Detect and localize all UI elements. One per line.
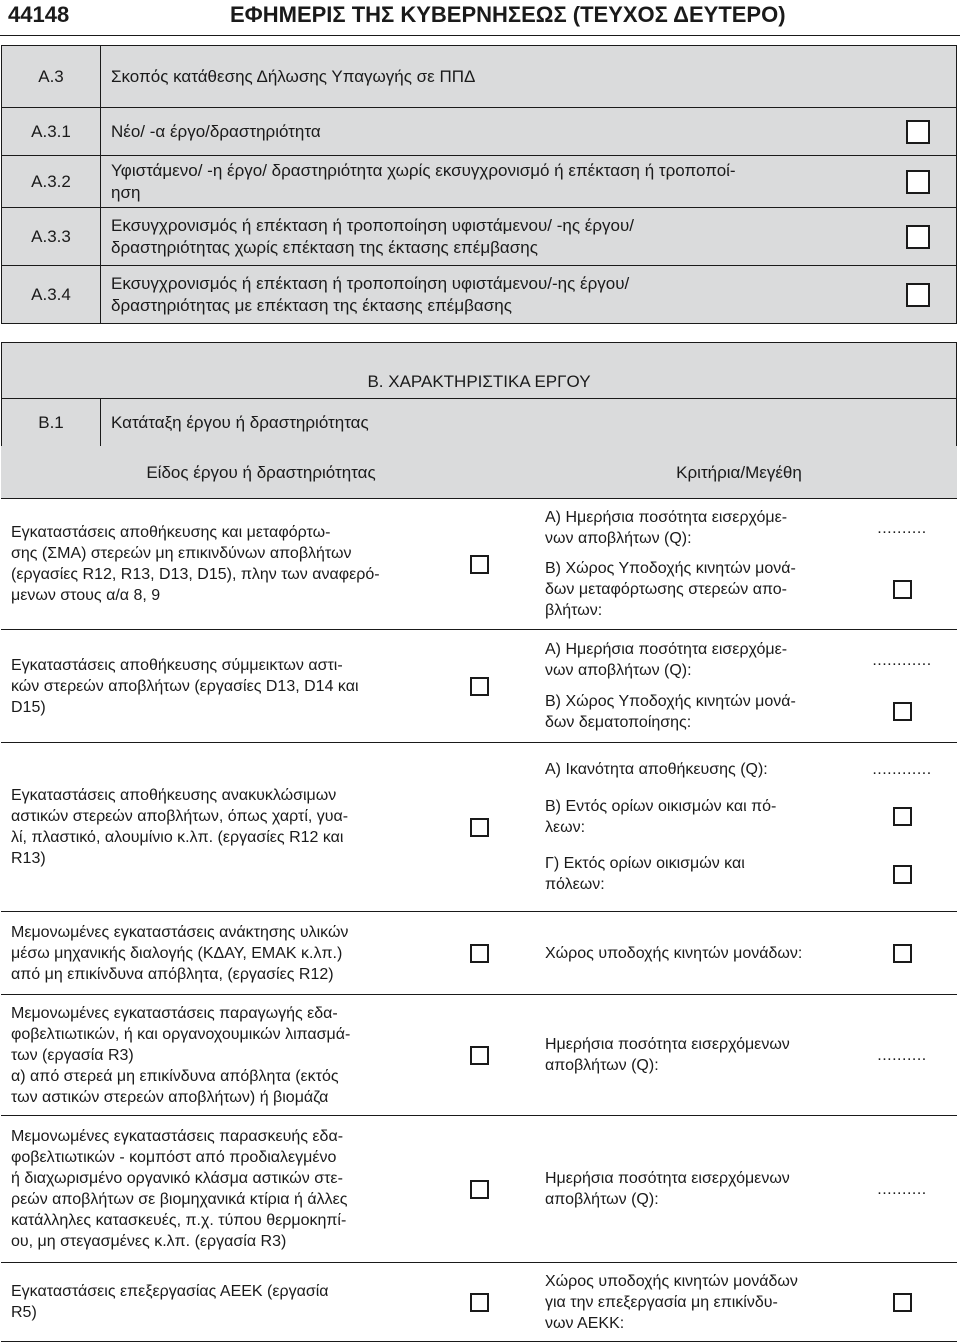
description-line: Εγκαταστάσεις αποθήκευσης σύμμεικτων αστι- [11,656,343,674]
criterion-checkbox-cell[interactable] [847,943,957,964]
criteria-cell [521,1263,957,1342]
table-row [1,499,957,630]
activity-checkbox-cell[interactable] [437,630,521,743]
section-a-code: Α.3 [2,46,101,108]
activity-checkbox-cell[interactable] [437,912,521,995]
criterion-checkbox-cell[interactable] [847,1292,957,1313]
description-line: D15) [11,698,46,716]
criterion-checkbox-cell[interactable] [847,701,957,722]
checkbox[interactable] [893,702,912,721]
row-a32-line2: ηση [111,182,141,202]
checkbox[interactable] [470,1180,489,1199]
row-a34-line2: δραστηριότητας με επέκταση της έκτασης επέμβασης [111,295,512,315]
criterion-checkbox-cell[interactable] [847,864,957,885]
criterion-line: νων αποβλήτων (Q): [545,530,692,548]
activity-checkbox-cell[interactable] [437,995,521,1116]
criterion [521,639,957,681]
criterion [521,1034,957,1076]
description-line: ή διαχωρισμένο οργανικό κλάσμα αστικών στε- [11,1170,343,1187]
criterion [521,853,957,895]
criteria-cell [521,499,957,630]
criterion-label [521,943,847,964]
criterion-label [521,1034,847,1076]
criterion-value: .......... [877,1180,927,1198]
criteria-cell [521,743,957,912]
criteria-cell [521,912,957,995]
activity-description [1,630,437,743]
criterion-line: Α) Ημερήσια ποσότητα εισερχόμε- [545,509,788,527]
description-line: Μεμονωμένες εγκαταστάσεις ανάκτησης υλικών [11,923,349,941]
checkbox[interactable] [906,170,930,194]
checkbox[interactable] [893,1293,912,1312]
row-a32-code: Α.3.2 [2,156,101,208]
criterion-line: Β) Εντός ορίων οικισμών και πό- [545,797,777,815]
description-line: από μη επικίνδυνα απόβλητα, (εργασίες R12) [11,965,334,983]
description-line: αστικών στερεών αποβλήτων, όπως χαρτί, γυα- [11,808,349,825]
checkbox[interactable] [470,1293,489,1312]
column-header-type: Είδος έργου ή δραστηριότητας [1,446,521,499]
criterion-line: Χώρος υποδοχής κινητών μονάδων: [545,944,803,962]
row-a34-line1: Εκσυγχρονισμός ή επέκταση ή τροποποίηση υφιστάμενου/-ης έργου/ [111,273,630,293]
description-line: φοβελτιωτικών, ή και οργανοχουμικών λιπασμά- [11,1025,351,1043]
criterion-line: Α) Ικανότητα αποθήκευσης (Q): [545,760,768,778]
criterion-label [521,691,847,733]
criterion-line: δων μεταφόρτωσης στερεών απο- [545,580,787,598]
criterion-line: νων αποβλήτων (Q): [545,662,692,680]
criterion [521,507,957,549]
row-a31-checkbox-cell[interactable] [880,108,957,156]
criterion [521,759,957,780]
criteria-cell [521,995,957,1116]
criterion-line: Β) Χώρος Υποδοχής κινητών μονά- [545,559,796,577]
criterion-line: αποβλήτων (Q): [545,1057,659,1074]
checkbox[interactable] [470,1046,489,1065]
criterion-line: λεων: [545,818,586,836]
criterion [521,943,957,964]
activity-checkbox-cell[interactable] [437,499,521,630]
activity-description [1,1263,437,1342]
column-header-criteria: Κριτήρια/Μεγέθη [521,446,957,499]
section-b-title: Β. ΧΑΡΑΚΤΗΡΙΣΤΙΚΑ ΕΡΓΟΥ [2,343,957,399]
criteria-cell [521,630,957,743]
activity-description [1,995,437,1116]
row-a34-text [101,266,881,324]
criterion-value: .......... [877,1046,927,1064]
criterion-label [521,796,847,838]
activity-checkbox-cell[interactable] [437,743,521,912]
activity-description [1,912,437,995]
criterion-line: Γ) Εκτός ορίων οικισμών και [545,855,745,873]
criterion-line: πόλεων: [545,876,605,894]
activity-checkbox-cell[interactable] [437,1263,521,1342]
activity-description [1,499,437,630]
activity-description [1,1116,437,1263]
row-a33-line1: Εκσυγχρονισμός ή επέκταση ή τροποποίηση υφιστάμενου/ -ης έργου/ [111,215,634,235]
description-line: κατάλληλες κατασκευές, π.χ. τύπου θερμοκηπί- [11,1212,347,1229]
criterion [521,558,957,621]
section-a-table [1,45,957,324]
criterion [521,691,957,733]
criteria-cell [521,1116,957,1263]
criterion-value: ............ [872,760,932,778]
criterion-label [521,1271,847,1334]
section-b1-code: Β.1 [2,399,101,447]
criterion-line: νων ΑΕΚΚ: [545,1314,625,1332]
description-line: φοβελτιωτικών - κομπόστ από προδιαλεγμένο [11,1149,337,1166]
table-row [1,630,957,743]
criterion-value: .......... [877,519,927,537]
description-line: R13) [11,850,46,867]
criterion-label [521,1168,847,1210]
criterion-label [521,639,847,681]
section-b1-subtitle: Κατάταξη έργου ή δραστηριότητας [101,399,957,447]
row-a34-code: Α.3.4 [2,266,101,324]
description-line: λί, πλαστικό, αλουμίνιο κ.λπ. (εργασίες R12 και [11,829,344,846]
criterion-label [521,853,847,895]
criterion-checkbox-cell[interactable] [847,806,957,827]
criterion-value: ............ [872,651,932,669]
checkbox[interactable] [470,677,489,696]
criterion-line: δων δεματοποίησης: [545,713,692,731]
description-line: Μεμονωμένες εγκαταστάσεις παραγωγής εδα- [11,1004,338,1022]
description-line: ου, μη στεγασμένες κ.λπ. (εργασία R3) [11,1233,287,1250]
checkbox[interactable] [470,818,489,837]
activity-checkbox-cell[interactable] [437,1116,521,1263]
row-a34-checkbox-cell[interactable] [880,266,957,324]
criterion-checkbox-cell[interactable] [847,579,957,600]
description-line: Εγκαταστάσεις αποθήκευσης και μεταφόρτω- [11,524,331,541]
checkbox[interactable] [470,944,489,963]
checkbox[interactable] [906,283,930,307]
checkbox[interactable] [893,865,912,884]
description-line: σης (ΣΜΑ) στερεών μη επικινδύνων αποβλήτων [11,545,352,562]
description-line: κών στερεών αποβλήτων (εργασίες D13, D14 και [11,677,359,695]
checkbox[interactable] [906,225,930,249]
description-line: μέσω μηχανικής διαλογής (ΚΔΑΥ, ΕΜΑΚ κ.λπ.) [11,944,343,962]
criterion-label [521,759,847,780]
criterion-line: αποβλήτων (Q): [545,1191,659,1208]
description-line: των αστικών στερεών αποβλήτων) ή βιομάζα [11,1088,329,1106]
section-a-title: Σκοπός κατάθεσης Δήλωσης Υπαγωγής σε ΠΠΔ [101,46,957,108]
description-line: (εργασίες R12, R13, D13, D15), πλην των αναφερό- [11,566,380,583]
table-row [1,912,957,995]
gazette-title: ΕΦΗΜΕΡΙΣ ΤΗΣ ΚΥΒΕΡΝΗΣΕΩΣ (ΤΕΥΧΟΣ ΔΕΥΤΕΡΟ) [230,2,786,27]
table-row [1,1116,957,1263]
criterion-label [521,558,847,621]
row-a31-code: Α.3.1 [2,108,101,156]
criterion [521,1168,957,1210]
header-rule [0,35,960,36]
criterion-line: Ημερήσια ποσότητα εισερχόμενων [545,1036,790,1053]
criterion-line: Β) Χώρος Υποδοχής κινητών μονά- [545,692,796,710]
table-row [1,743,957,912]
checkbox[interactable] [470,555,489,574]
criterion [521,796,957,838]
criterion-label [521,507,847,549]
row-a31-label: Νέο/ -α έργο/δραστηριότητα [111,121,321,141]
criterion-line: Χώρος υποδοχής κινητών μονάδων [545,1272,798,1290]
row-a33-code: Α.3.3 [2,208,101,266]
description-line: α) από στερεά μη επικίνδυνα απόβλητα (εκτός [11,1067,339,1085]
checkbox[interactable] [893,807,912,826]
table-row [1,1263,957,1342]
description-line: μενων στους α/α 8, 9 [11,587,161,604]
description-line: των (εργασία R3) [11,1046,134,1064]
criterion-line: για την επεξεργασία μη επικίνδυ- [545,1293,778,1311]
row-a33-line2: δραστηριότητας χωρίς επέκταση της έκτασης επέμβασης [111,237,538,257]
page-number: 44148 [8,2,70,27]
section-b-header-table [1,342,957,447]
description-line: R5) [11,1304,37,1321]
criterion-line: Ημερήσια ποσότητα εισερχόμενων [545,1170,790,1187]
description-line: Εγκαταστάσεις επεξεργασίας ΑΕΕΚ (εργασία [11,1283,329,1300]
activity-description [1,743,437,912]
criterion [521,1271,957,1334]
description-line: Μεμονωμένες εγκαταστάσεις παρασκευής εδα- [11,1128,344,1145]
row-a32-line1: Υφιστάμενο/ -η έργο/ δραστηριότητα χωρίς εκσυγχρονισμό ή επέκταση ή τροποποί- [111,160,736,180]
criterion-line: Α) Ημερήσια ποσότητα εισερχόμε- [545,641,788,659]
table-row [1,995,957,1116]
criterion-line: βλήτων: [545,601,603,619]
row-a31-text [101,108,881,156]
row-a33-text [101,208,881,266]
checkbox[interactable] [893,580,912,599]
row-a33-checkbox-cell[interactable] [880,208,957,266]
checkbox[interactable] [906,120,930,144]
row-a32-checkbox-cell[interactable] [880,156,957,208]
row-a32-text [101,156,881,208]
checkbox[interactable] [893,944,912,963]
description-line: ρεών αποβλήτων σε βιομηχανικά κτίρια ή άλλες [11,1191,348,1208]
description-line: Εγκαταστάσεις αποθήκευσης ανακυκλώσιμων [11,787,337,804]
classification-table [1,446,957,1342]
